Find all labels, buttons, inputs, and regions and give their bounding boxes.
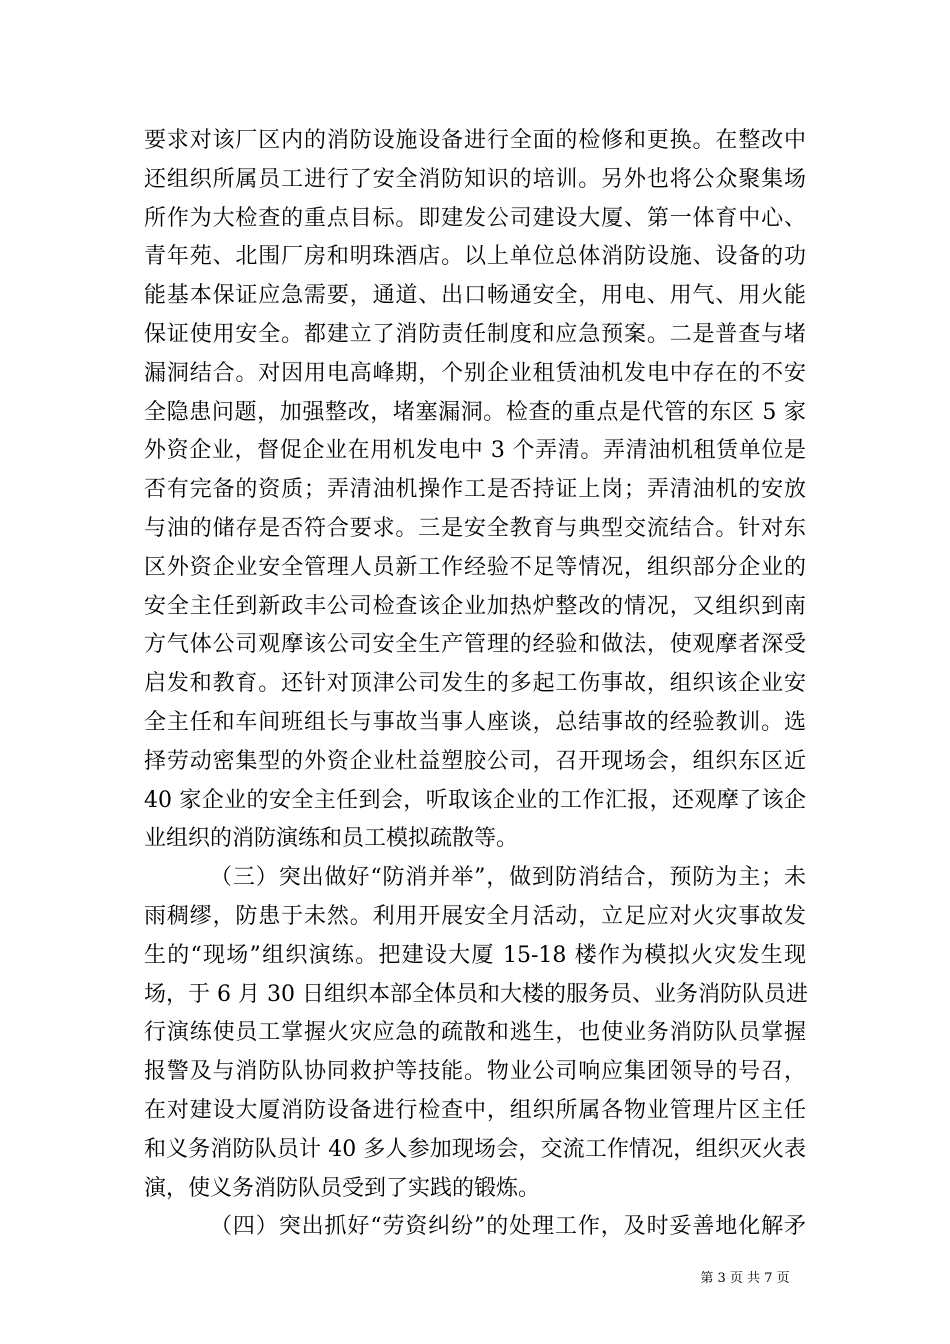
text-line-20: （三）突出做好“防消并举”，做到防消结合，预防为主；未 <box>210 865 806 891</box>
text-line-27: 和义务消防队员计 40 多人参加现场会，交流工作情况，组织灭火表 <box>144 1136 806 1162</box>
text-line-24: 行演练使员工掌握火灾应急的疏散和逃生，也使业务消防队员掌握 <box>144 1020 806 1046</box>
text-line-8: 全隐患问题，加强整改，堵塞漏洞。检查的重点是代管的东区 5 家 <box>144 399 806 425</box>
text-line-28: 演，使义务消防队员受到了实践的锻炼。 <box>144 1175 541 1201</box>
text-line-16: 全主任和车间班组长与事故当事人座谈，总结事故的经验教训。选 <box>144 709 806 735</box>
text-line-4: 青年苑、北围厂房和明珠酒店。以上单位总体消防设施、设备的功 <box>144 244 806 270</box>
text-line-1: 要求对该厂区内的消防设施设备进行全面的检修和更换。在整改中 <box>144 128 806 153</box>
text-line-26: 在对建设大厦消防设备进行检查中，组织所属各物业管理片区主任 <box>144 1097 806 1123</box>
text-line-11: 与油的储存是否符合要求。三是安全教育与典型交流结合。针对东 <box>144 515 806 541</box>
text-line-19: 业组织的消防演练和员工模拟疏散等。 <box>144 826 519 852</box>
text-line-23: 场，于 6 月 30 日组织本部全体员和大楼的服务员、业务消防队员进 <box>144 981 808 1007</box>
text-line-15: 启发和教育。还针对顶津公司发生的多起工伤事故，组织该企业安 <box>144 671 806 697</box>
body-text <box>144 122 806 1247</box>
text-line-18: 40 家企业的安全主任到会，听取该企业的工作汇报，还观摩了该企 <box>144 787 806 813</box>
text-line-6: 保证使用安全。都建立了消防责任制度和应急预案。二是普查与堵 <box>144 321 806 347</box>
text-line-7: 漏洞结合。对因用电高峰期，个别企业租赁油机发电中存在的不安 <box>144 360 806 386</box>
page-footer <box>0 1271 950 1287</box>
text-line-22: 生的“现场”组织演练。把建设大厦 15-18 楼作为模拟火灾发生现 <box>144 942 806 968</box>
text-line-29: （四）突出抓好“劳资纠纷”的处理工作，及时妥善地化解矛 <box>210 1214 806 1240</box>
text-line-10: 否有完备的资质；弄清油机操作工是否持证上岗；弄清油机的安放 <box>144 477 806 503</box>
text-line-21: 雨稠缪，防患于未然。利用开展安全月活动，立足应对火灾事故发 <box>144 903 806 929</box>
text-line-25: 报警及与消防队协同救护等技能。物业公司响应集团领导的号召， <box>144 1059 806 1085</box>
text-line-14: 方气体公司观摩该公司安全生产管理的经验和做法，使观摩者深受 <box>144 632 806 658</box>
page-number: 第 3 页 共 7 页 <box>700 1271 790 1286</box>
text-line-5: 能基本保证应急需要，通道、出口畅通安全，用电、用气、用火能 <box>144 283 806 309</box>
text-line-17: 择劳动密集型的外资企业杜益塑胶公司，召开现场会，组织东区近 <box>144 748 806 774</box>
text-line-9: 外资企业，督促企业在用机发电中 3 个弄清。弄清油机租赁单位是 <box>144 438 806 464</box>
text-line-13: 安全主任到新政丰公司检查该企业加热炉整改的情况，又组织到南 <box>144 593 806 619</box>
text-line-2: 还组织所属员工进行了安全消防知识的培训。另外也将公众聚集场 <box>144 166 806 192</box>
text-line-12: 区外资企业安全管理人员新工作经验不足等情况，组织部分企业的 <box>144 554 806 580</box>
text-line-3: 所作为大检查的重点目标。即建发公司建设大厦、第一体育中心、 <box>144 205 806 231</box>
